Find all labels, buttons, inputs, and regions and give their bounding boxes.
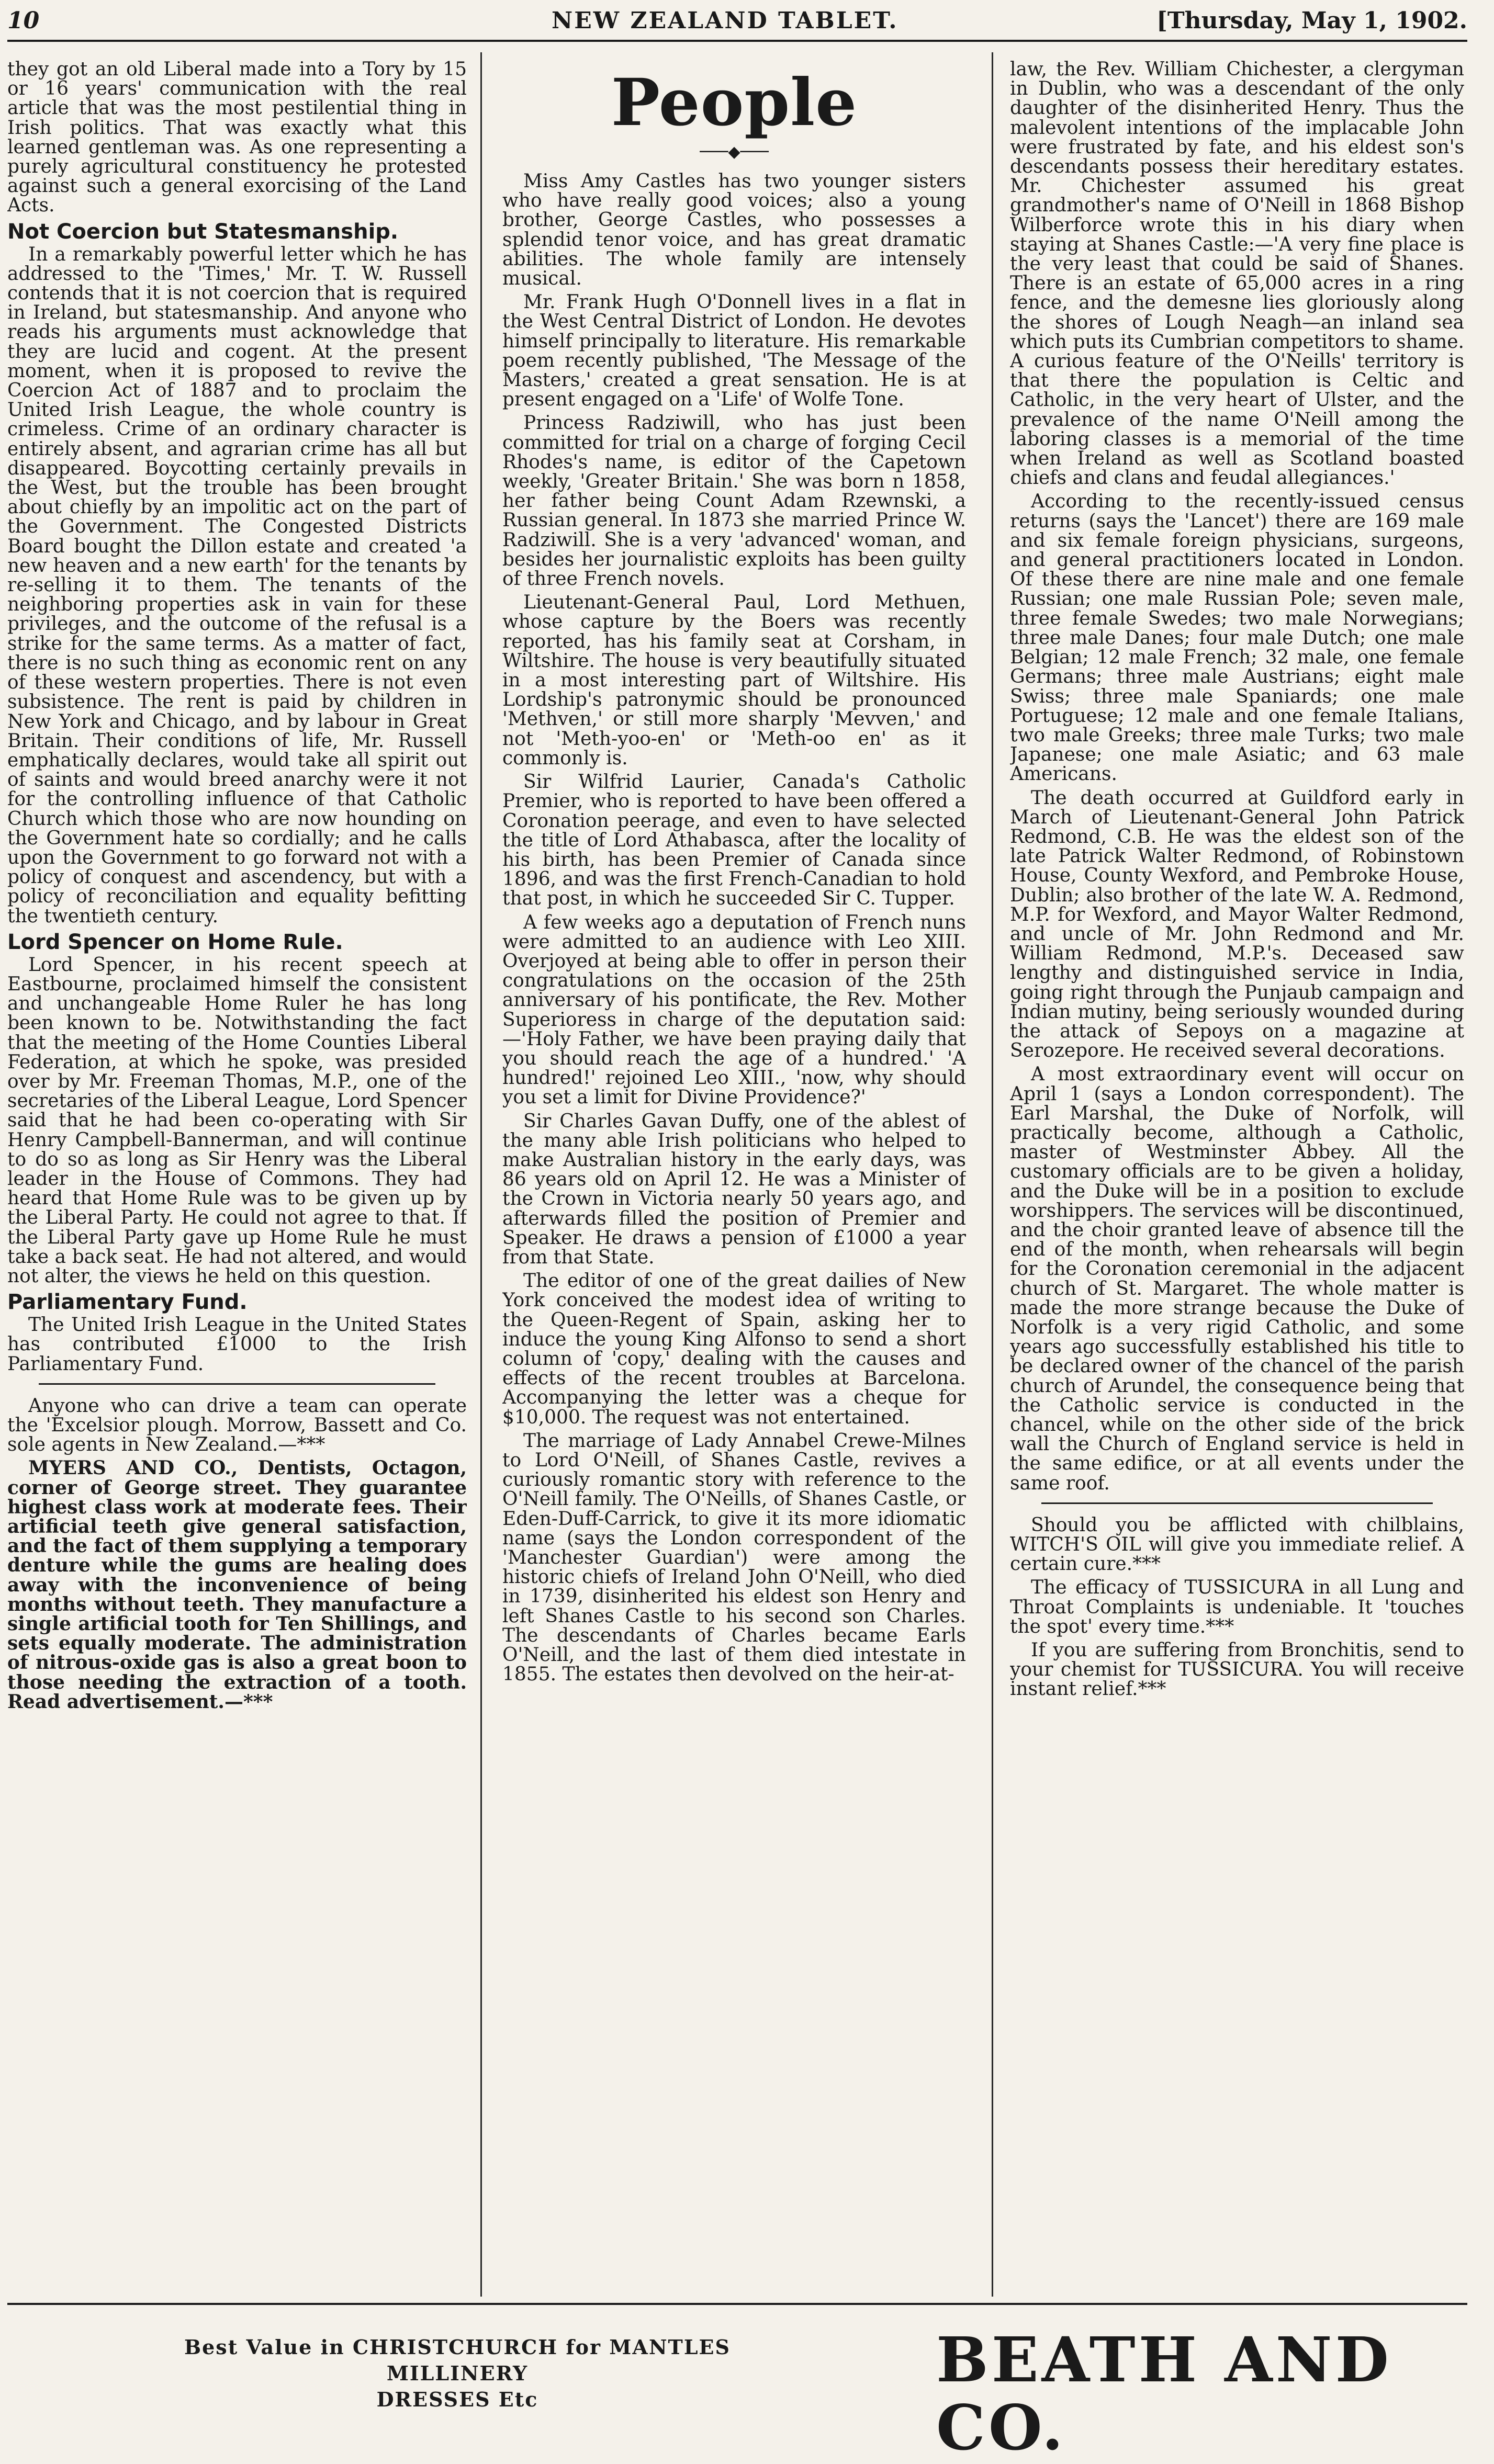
separator-rule [39, 1383, 435, 1385]
column-divider [992, 52, 993, 2297]
issue-date: [Thursday, May 1, 1902. [1156, 7, 1467, 34]
masthead: NEW ZEALAND TABLET. [552, 7, 898, 34]
separator-rule [1041, 1502, 1433, 1504]
article-paragraph: they got an old Liberal made into a Tory by 15 or 16 years' communication with the real article that was the most pestilential thing in Irish politics. That was exactly what this learned gentleman was. As one representing a purely agricultural constituency he protested against such a general exorcising of the Land Acts. [7, 60, 467, 217]
advert-paragraph: Should you be afflicted with chilblains, WITCH'S OIL will give you immediate relief. A certain cure.*** [1010, 1514, 1464, 1575]
article-paragraph: law, the Rev. William Chichester, a clergyman in Dublin, who was a descendant of the only daughter of the disinherited Henry. Thus the malevolent intentions of the implacable John were frustrated by fate, and his eldest son's descendants possess their hereditary estates. Mr. Chichester assumed his great grandmother's name of O'Neill in 1868 Bishop Wilberforce wrote this in his diary when staying at Shanes Castle:—'A very fine place is the very least that could be said of Shanes. There is an estate of 65,000 acres in a ring fence, and the demesne lies gloriously along the shores of Lough Neagh—an inland sea which puts its Cumbrian competitors to shame. A curious feature of the O'Neills' territory is that there the population is Celtic and Catholic, in the very heart of Ulster, and the prevalence of the name O'Neill among the laboring classes is a memorial of the time when Ireland as well as Scotland boasted chiefs and clans and feudal allegiances.' [1010, 60, 1464, 489]
article-paragraph: Princess Radziwill, who has just been committed for trial on a charge of forging Cecil Rhodes's name, is editor of the Capetown weekly, 'Greater Britain.' She was born n 1858, her father being Count Adam Rzewnski, a Russian general. In 1873 she married Prince W. Radziwill. She is a very 'advanced' woman, and besides her journalistic exploits has been guilty of three French novels. [502, 412, 966, 590]
footer-advert [7, 2303, 1467, 2464]
section-heading: Parliamentary Fund. [7, 1290, 248, 1315]
article-paragraph: The marriage of Lady Annabel Crewe-Milnes to Lord O'Neill, of Shanes Castle, revives a curiously romantic story with reference to the O'Neill family. The O'Neills, of Shanes Castle, or Eden-Duff-Carrick, to give it its more idiomatic name (says the London correspondent of the 'Manchester Guardian') were among the historic chiefs of Ireland John O'Neill, who died in 1739, disinherited his eldest son Henry and left Shanes Castle to his second son Charles. The descendants of Charles became Earls O'Neill, and the last of them died intestate in 1855. The estates then devolved on the heir-at- [502, 1430, 966, 1686]
article-paragraph: Miss Amy Castles has two younger sisters who have really good voices; also a young brother, George Castles, who possesses a splendid tenor voice, and has great dramatic abilities. The whole family are intensely musical. [502, 171, 966, 290]
section-title: People [611, 65, 858, 141]
advert-paragraph: MYERS AND CO., Dentists, Octagon, corner of George street. They guarantee highest class work at moderate fees. Their artificial teeth give general satisfaction, and the fact of them supplying a temporary denture while the gums are healing does away with the inconvenience of being months without teeth. They manufacture a single artificial tooth for Ten Shillings, and sets equally moderate. The administration of nitrous-oxide gas is also a great boon to those needing the extraction of a tooth. Read advertisement.—*** [7, 1457, 467, 1713]
article-paragraph: The death occurred at Guildford early in March of Lieutenant-General John Patrick Redmond, C.B. He was the eldest son of the late Patrick Walter Redmond, of Robinstown House, County Wexford, and Pembroke House, Dublin; also brother of the late W. A. Redmond, M.P. for Wexford, and Mayor Walter Redmond, and uncle of Mr. John Redmond and Mr. William Redmond, M.P.'s. Deceased saw lengthy and distinguished service in India, going right through the Punjaub campaign and Indian mutiny, being seriously wounded during the attack of Sepoys on a magazine at Serozepore. He received several decorations. [1010, 787, 1464, 1062]
article-paragraph: Lieutenant-General Paul, Lord Methuen, whose capture by the Boers was recently reported, has his family seat at Corsham, in Wiltshire. The house is very beautifully situated in a most interesting part of Wiltshire. His Lordship's patronymic should be pronounced 'Methven,' or still more sharply 'Mevven,' and not 'Meth-yoo-en' or 'Meth-oo en' as it commonly is. [502, 592, 966, 769]
advert-paragraph: The efficacy of TUSSICURA in all Lung and Throat Complaints is undeniable. It 'touches the spot' every time.*** [1010, 1577, 1464, 1637]
article-paragraph: Lord Spencer, in his recent speech at Eastbourne, proclaimed himself the consistent and unchangeable Home Ruler he has long been known to be. Notwithstanding the fact that the meeting of the Home Counties Liberal Federation, at which he spoke, was presided over by Mr. Freeman Thomas, M.P., one of the secretaries of the Liberal League, Lord Spencer said that he had been co-operating with Sir Henry Campbell-Bannerman, and will continue to do so as long as Sir Henry was the Liberal leader in the House of Commons. They had heard that Home Rule was to be given up by the Liberal Party. He could not agree to that. If the Liberal Party gave up Home Rule he must take a back seat. He had not altered, and would not alter, the views he held on this question. [7, 954, 467, 1287]
article-paragraph: A most extraordinary event will occur on April 1 (says a London correspondent). The Earl Marshal, the Duke of Norfolk, will practically become, although a Catholic, master of Westminster Abbey. All the customary officials are to be given a holiday, and the Duke will be in a position to exclude worshippers. The services will be discontinued, and the choir granted leave of absence till the end of the month, when rehearsals will begin for the Coronation ceremonial in the adjacent church of St. Margaret. The whole matter is made the more strange because the Duke of Norfolk is a very rigid Catholic, and some years ago successfully established his title to be declared owner of the chancel of the parish church of Arundel, the consequence being that the Catholic service is conducted in the chancel, while on the other side of the brick wall the Church of England service is held in the same edifice, or at all events under the same roof. [1010, 1064, 1464, 1494]
column-right [1010, 60, 1464, 2293]
footer-tagline [117, 2334, 797, 2413]
page-number: 10 [7, 7, 40, 34]
article-paragraph: Sir Charles Gavan Duffy, one of the ablest of the many able Irish politicians who helped to make Australian history in the early days, was 86 years old on April 12. He was a Minister of the Crown in Victoria nearly 50 years ago, and afterwards filled the position of Premier and Speaker. He draws a pension of £1000 a year from that State. [502, 1110, 966, 1268]
advert-paragraph: Anyone who can drive a team can operate the 'Excelsior plough. Morrow, Bassett and Co. sole agents in New Zealand.—*** [7, 1395, 467, 1456]
page-header [7, 7, 1467, 42]
article-paragraph: Mr. Frank Hugh O'Donnell lives in a flat in the West Central District of London. He devotes himself principally to literature. His remarkable poem recently published, 'The Message of the Masters,' created a great sensation. He is at present engaged on a 'Life' of Wolfe Tone. [502, 291, 966, 411]
brand-name: BEATH AND CO. [936, 2323, 1392, 2464]
column-center [502, 60, 966, 2293]
section-heading: Not Coercion but Statesmanship. [7, 219, 399, 244]
footer-line: Best Value in CHRISTCHURCH for MANTLES MILLINERY [184, 2335, 731, 2385]
article-paragraph: A few weeks ago a deputation of French nuns were admitted to an audience with Leo XIII. Overjoyed at being able to offer in person their congratulations on the occasion of the 25th anniversary of his pontificate, the Rev. Mother Superioress in charge of the deputation said:—'Holy Father, we have been praying daily that you should reach the age of a hundred.' 'A hundred!' rejoined Leo XIII., 'now, why should you set a limit for Divine Providence?' [502, 911, 966, 1109]
advert-paragraph: If you are suffering from Bronchitis, send to your chemist for TUSSICURA. You will receive instant relief.*** [1010, 1640, 1464, 1700]
column-left [7, 60, 467, 2293]
footer-line: DRESSES Etc [376, 2388, 538, 2411]
article-paragraph: In a remarkably powerful letter which he has addressed to the 'Times,' Mr. T. W. Russell contends that it is not coercion that is required in Ireland, but statesmanship. And anyone who reads his arguments must acknowledge that they are lucid and cogent. At the present moment, when it is proposed to revive the Coercion Act of 1887 and to proclaim the United Irish League, the whole country is crimeless. Crime of an ordinary character is entirely absent, and agrarian crime has all but disappeared. Boycotting certainly prevails in the West, but the trouble has been brought about chiefly by an impolitic act on the part of the Government. The Congested Districts Board bought the Dillon estate and created 'a new heaven and a new earth' for the tenants by re-selling it to them. The tenants of the neighboring properties ask in vain for these privileges, and the outcome of the refusal is a strike for the same terms. As a matter of fact, there is no such thing as economic rent on any of these western properties. There is not even subsistence. The rent is paid by children in New York and Chicago, and by labour in Great Britain. Their conditions of life, Mr. Russell emphatically declares, would take all spirit out of saints and would breed anarchy were it not for the controlling influence of that Catholic Church which those who are now hounding on the Government hate so cordially; and he calls upon the Government to go forward not with a policy of conquest and ascendency, but with a policy of reconciliation and equality befitting the twentieth century. [7, 243, 467, 927]
article-paragraph: Sir Wilfrid Laurier, Canada's Catholic Premier, who is reported to have been offered a Coronation peerage, and even to have selected the title of Lord Athabasca, after the locality of his birth, has been Premier of Canada since 1896, and was the first French-Canadian to hold that post, in which he succeeded Sir C. Tupper. [502, 771, 966, 910]
article-paragraph: The United Irish League in the United States has contributed £1000 to the Irish Parliamentary Fund. [7, 1314, 467, 1375]
section-heading: Lord Spencer on Home Rule. [7, 930, 343, 954]
article-paragraph: According to the recently-issued census returns (says the 'Lancet') there are 169 male and six female foreign physicians, surgeons, and general practitioners located in London. Of these there are nine male and one female Russian; one male Russian Pole; seven male, three female Swedes; two male Norwegians; three male Danes; four male Dutch; one male Belgian; 12 male French; 32 male, one female Germans; three male Austrians; eight male Swiss; three male Spaniards; one male Portuguese; 12 male and one female Italians, two male Greeks; three male Turks; two male Japanese; one male Asiatic; and 63 male Americans. [1010, 491, 1464, 785]
title-ornament: ───◆─── [700, 143, 769, 161]
article-paragraph: The editor of one of the great dailies of New York conceived the modest idea of writing to the Queen-Regent of Spain, asking her to induce the young King Alfonso to send a short column of 'copy,' dealing with the causes and effects of the recent troubles at Barcelona. Accompanying the letter was a cheque for $10,000. The request was not entertained. [502, 1270, 966, 1428]
column-divider [480, 52, 482, 2297]
